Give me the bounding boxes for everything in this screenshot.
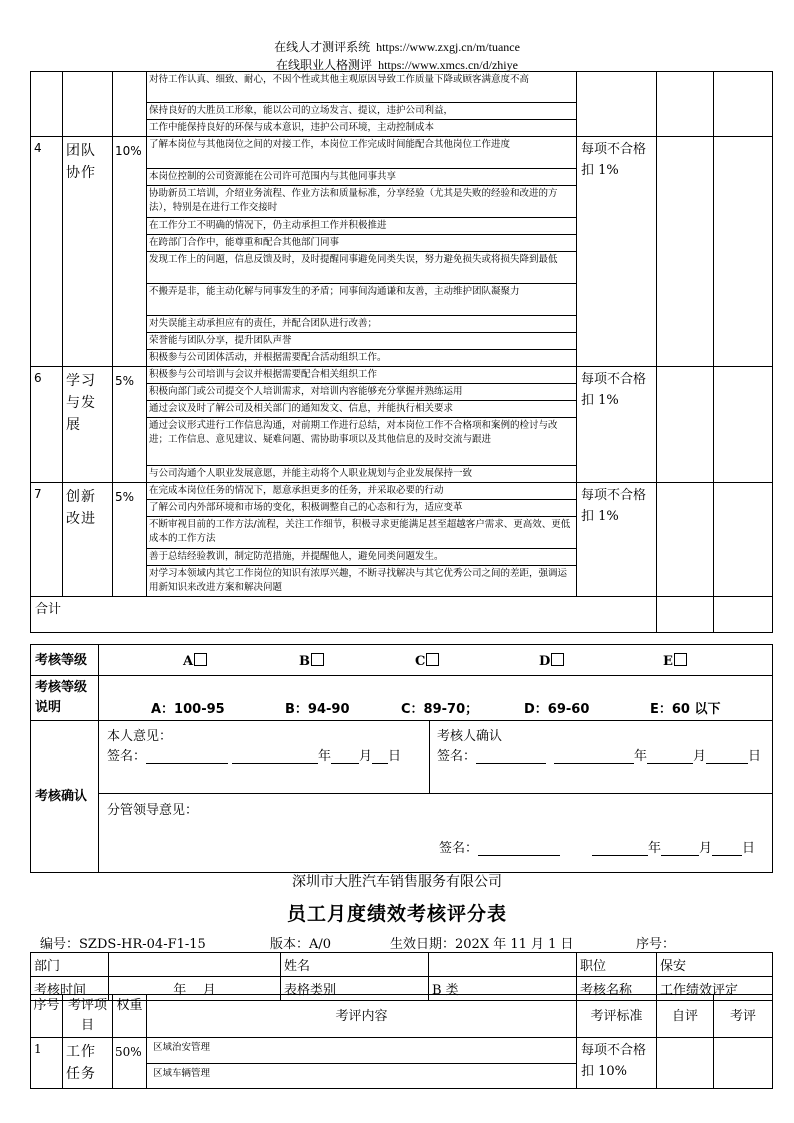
- grade-option-e[interactable]: [663, 653, 687, 669]
- grade-range-2: B：94-90: [285, 702, 350, 717]
- leader-day-label: 日: [742, 841, 756, 856]
- assessor-year-label: 年: [634, 749, 648, 764]
- row1-standard: 每项不合格扣 10%: [577, 1038, 657, 1089]
- grade-option-c[interactable]: [415, 653, 439, 669]
- section-6-weight: 5%: [113, 367, 147, 483]
- col-self-header: 自评: [657, 995, 714, 1038]
- section-7-no: 7: [31, 483, 63, 597]
- effective-date: 生效日期：202X 年 11 月 1 日: [390, 937, 574, 952]
- self-day-line[interactable]: [372, 749, 388, 764]
- section-6-item-1: 积极参与公司培训与会议并根据需要配合相关组织工作: [147, 367, 577, 384]
- grade-option-label: E: [663, 654, 673, 669]
- leader-sign-row: [439, 837, 755, 856]
- section-4-item-9: 荣誉能与团队分享，提升团队声誉: [147, 333, 577, 350]
- prev-category: [63, 72, 113, 137]
- leader-year-label: 年: [648, 841, 662, 856]
- self-sign-line[interactable]: [146, 749, 228, 764]
- prev-standard: [577, 72, 657, 137]
- grade-option-label: C: [415, 654, 426, 669]
- section-4-item-10: 积极参与公司团体活动，并根据需要配合活动组织工作。: [147, 350, 577, 367]
- leader-opinion-label: 分管领导意见：: [107, 803, 199, 818]
- section-4-review-score[interactable]: [714, 137, 773, 367]
- post-label: 职位: [577, 953, 657, 977]
- section-7-item-5: 对学习本领域内其它工作岗位的知识有浓厚兴趣，不断寻找解决与其它优秀公司之间的差距，强调运用新知识来改进方案和解决问题: [147, 566, 577, 597]
- grade-option-d[interactable]: [539, 653, 564, 669]
- grade-option-label: A: [183, 654, 194, 669]
- section-7-standard: 每项不合格扣 1%: [577, 483, 657, 597]
- company-name: 深圳市大胜汽车销售服务有限公司: [292, 874, 502, 890]
- leader-year-line[interactable]: [592, 841, 648, 856]
- grade-desc-label: 考核等级说明: [31, 676, 99, 721]
- self-year-line[interactable]: [232, 749, 318, 764]
- assess-name-label: 考核名称: [577, 977, 657, 1001]
- checkbox-icon[interactable]: [426, 653, 439, 666]
- assessor-month-label: 月: [693, 749, 707, 764]
- section-7-item-2: 了解公司内外部环境和市场的变化，积极调整自己的心态和行为，适应变革: [147, 500, 577, 517]
- self-opinion-box: [99, 721, 430, 794]
- grade-range-5: E：60 以下: [650, 702, 721, 717]
- section-6-standard: 每项不合格扣 1%: [577, 367, 657, 483]
- form-version: 版本：A/0: [270, 937, 332, 952]
- col-content-header: 考评内容: [147, 995, 577, 1038]
- section-6-category: 学习与发展: [63, 367, 113, 483]
- section-4-standard: 每项不合格扣 1%: [577, 137, 657, 367]
- prev-review-score[interactable]: [714, 72, 773, 137]
- assessor-sign-label: 签名：: [437, 749, 477, 764]
- section-4-item-8: 对失误能主动承担应有的责任，并配合团队进行改善；: [147, 316, 577, 333]
- assessor-year-line[interactable]: [554, 749, 634, 764]
- header-line-1: [0, 38, 794, 55]
- grade-ranges: [99, 676, 773, 721]
- section-6-item-4: 通过会议形式进行工作信息沟通，对前期工作进行总结，对本岗位工作不合格项和案例的检讨与改进；工作信息、意见建议、疑难问题、需协助事项以及其他信息的及时交流与跟进: [147, 418, 577, 466]
- self-month-line[interactable]: [331, 749, 359, 764]
- confirm-label: 考核确认: [31, 721, 99, 873]
- header-url-2[interactable]: https://www.xmcs.cn/d/zhiye: [378, 58, 518, 72]
- self-month-label: 月: [359, 749, 373, 764]
- form-code: 编号：SZDS-HR-04-F1-15: [40, 937, 206, 952]
- prev-self-score[interactable]: [657, 72, 714, 137]
- dept-label: 部门: [31, 953, 109, 977]
- grade-option-a[interactable]: [183, 653, 207, 669]
- assessor-box: [429, 721, 773, 794]
- self-day-label: 日: [388, 749, 402, 764]
- grade-label: 考核等级: [31, 645, 99, 676]
- leader-month-line[interactable]: [661, 841, 699, 856]
- section-4-item-1: 了解本岗位与其他岗位之间的对接工作，本岗位工作完成时间能配合其他岗位工作进度: [147, 137, 577, 169]
- name-label: 姓名: [281, 953, 429, 977]
- form-type-label: 表格类别: [281, 977, 429, 1001]
- section-4-item-6: 发现工作上的问题，信息反馈及时，及时提醒同事避免同类失误，努力避免损失或将损失降到最低: [147, 252, 577, 284]
- self-sign-label: 签名：: [107, 749, 147, 764]
- section-4-item-4: 在工作分工不明确的情况下，仍主动承担工作并积极推进: [147, 218, 577, 235]
- grade-option-label: B: [299, 654, 310, 669]
- col-review-header: 考评: [714, 995, 773, 1038]
- grade-range-3: C：89-70；: [401, 702, 479, 717]
- section-4-item-2: 本岗位控制的公司资源能在公司许可范围内与其他同事共享: [147, 169, 577, 186]
- header-label-1: 在线人才测评系统: [274, 40, 371, 54]
- leader-month-label: 月: [699, 841, 713, 856]
- leader-sign-label: 签名：: [439, 841, 479, 856]
- period-value: 年 月: [109, 977, 281, 1001]
- assessor-sign-row: [437, 745, 761, 764]
- section-4-item-5: 在跨部门合作中，能尊重和配合其他部门同事: [147, 235, 577, 252]
- assessment-table: [30, 71, 773, 633]
- section-7-item-3: 不断审视目前的工作方法/流程，关注工作细节，积极寻求更能满足甚至超越客户需求、更高效、更低成本的工作方法: [147, 517, 577, 549]
- col-no-header: 序号: [31, 995, 63, 1038]
- header-label-2: 在线职业人格测评: [276, 58, 373, 72]
- section-4-weight: 10%: [113, 137, 147, 367]
- section-6-no: 6: [31, 367, 63, 483]
- header-url-1[interactable]: https://www.zxgj.cn/m/tuance: [376, 40, 520, 54]
- section-4-self-score[interactable]: [657, 137, 714, 367]
- section-6-self-score[interactable]: [657, 367, 714, 483]
- dept-value[interactable]: [109, 953, 281, 977]
- row1-item-1: 区域治安管理: [147, 1038, 577, 1064]
- serial-number: 序号：: [636, 937, 676, 952]
- row1-self-score[interactable]: [657, 1038, 714, 1089]
- section-6-item-2: 积极向部门或公司提交个人培训需求，对培训内容能够充分掌握并熟练运用: [147, 384, 577, 401]
- section-7-item-1: 在完成本岗位任务的情况下，愿意承担更多的任务，并采取必要的行动: [147, 483, 577, 500]
- row1-category: 工作任务: [63, 1038, 113, 1089]
- section-4-item-7: 不搬弄是非，能主动化解与同事发生的矛盾；同事间沟通谦和友善，主动维护团队凝聚力: [147, 284, 577, 316]
- section-6-item-3: 通过会议及时了解公司及相关部门的通知发文、信息，并能执行相关要求: [147, 401, 577, 418]
- row1-review-score[interactable]: [714, 1038, 773, 1089]
- self-opinion-label: 本人意见：: [107, 729, 173, 744]
- assessor-label: 考核人确认: [437, 729, 503, 744]
- section-6-item-5: 与公司沟通个人职业发展意愿，并能主动将个人职业规划与企业发展保持一致: [147, 466, 577, 483]
- prev-item-1: 对待工作认真、细致、耐心，不因个性或其他主观原因导致工作质量下降或顾客满意度不高: [147, 72, 577, 103]
- checkbox-icon[interactable]: [674, 653, 687, 666]
- col-weight-header: 权重: [113, 995, 147, 1038]
- section-7-item-4: 善于总结经验教训，制定防范措施，并提醒他人，避免同类问题发生。: [147, 549, 577, 566]
- section-7-weight: 5%: [113, 483, 147, 597]
- section-4-item-3: 协助新员工培训，介绍业务流程、作业方法和质量标准，分享经验（尤其是失败的经验和改进的方法），特别是在进行工作交接时: [147, 186, 577, 218]
- assessor-day-line[interactable]: [706, 749, 748, 764]
- form-title: 员工月度绩效考核评分表: [286, 903, 507, 925]
- self-sign-row: [107, 745, 401, 764]
- prev-item-2: 保持良好的大胜员工形象，能以公司的立场发言、提议，违护公司利益，: [147, 103, 577, 120]
- section-4-category: 团队协作: [63, 137, 113, 367]
- name-value[interactable]: [429, 953, 577, 977]
- section-7-category: 创新改进: [63, 483, 113, 597]
- form-type-value: B 类: [429, 977, 577, 1001]
- row1-item-2: 区域车辆管理: [147, 1063, 577, 1089]
- grade-table: [30, 644, 773, 873]
- confirm-area: [99, 721, 773, 873]
- total-review-score[interactable]: [714, 597, 773, 633]
- prev-item-3: 工作中能保持良好的环保与成本意识，违护公司环境，主动控制成本: [147, 120, 577, 137]
- period-label: 考核时间: [31, 977, 109, 1001]
- checkbox-icon[interactable]: [194, 653, 207, 666]
- content-header-table: [30, 994, 773, 1089]
- post-value: 保安: [657, 953, 773, 977]
- grade-option-b[interactable]: [299, 653, 324, 669]
- grade-range-4: D：69-60: [524, 702, 590, 717]
- row1-no: 1: [31, 1038, 63, 1089]
- leader-day-line[interactable]: [712, 841, 742, 856]
- section-7-review-score[interactable]: [714, 483, 773, 597]
- leader-sign-line[interactable]: [478, 841, 560, 856]
- col-item-header: 考评项目: [63, 995, 113, 1038]
- self-year-label: 年: [318, 749, 332, 764]
- checkbox-icon[interactable]: [311, 653, 324, 666]
- prev-weight: [113, 72, 147, 137]
- col-standard-header: 考评标准: [577, 995, 657, 1038]
- section-4-no: 4: [31, 137, 63, 367]
- assessor-day-label: 日: [748, 749, 762, 764]
- assessor-sign-line[interactable]: [476, 749, 546, 764]
- section-6-review-score[interactable]: [714, 367, 773, 483]
- grade-options: [99, 645, 773, 676]
- row1-weight: 50%: [113, 1038, 147, 1089]
- assess-name-value: 工作绩效评定: [657, 977, 773, 1001]
- assessor-month-line[interactable]: [647, 749, 693, 764]
- section-7-self-score[interactable]: [657, 483, 714, 597]
- total-self-score[interactable]: [657, 597, 714, 633]
- grade-range-1: A：100-95: [151, 702, 225, 717]
- total-label: 合计: [31, 597, 657, 633]
- checkbox-icon[interactable]: [551, 653, 564, 666]
- grade-option-label: D: [539, 654, 551, 669]
- prev-no: [31, 72, 63, 137]
